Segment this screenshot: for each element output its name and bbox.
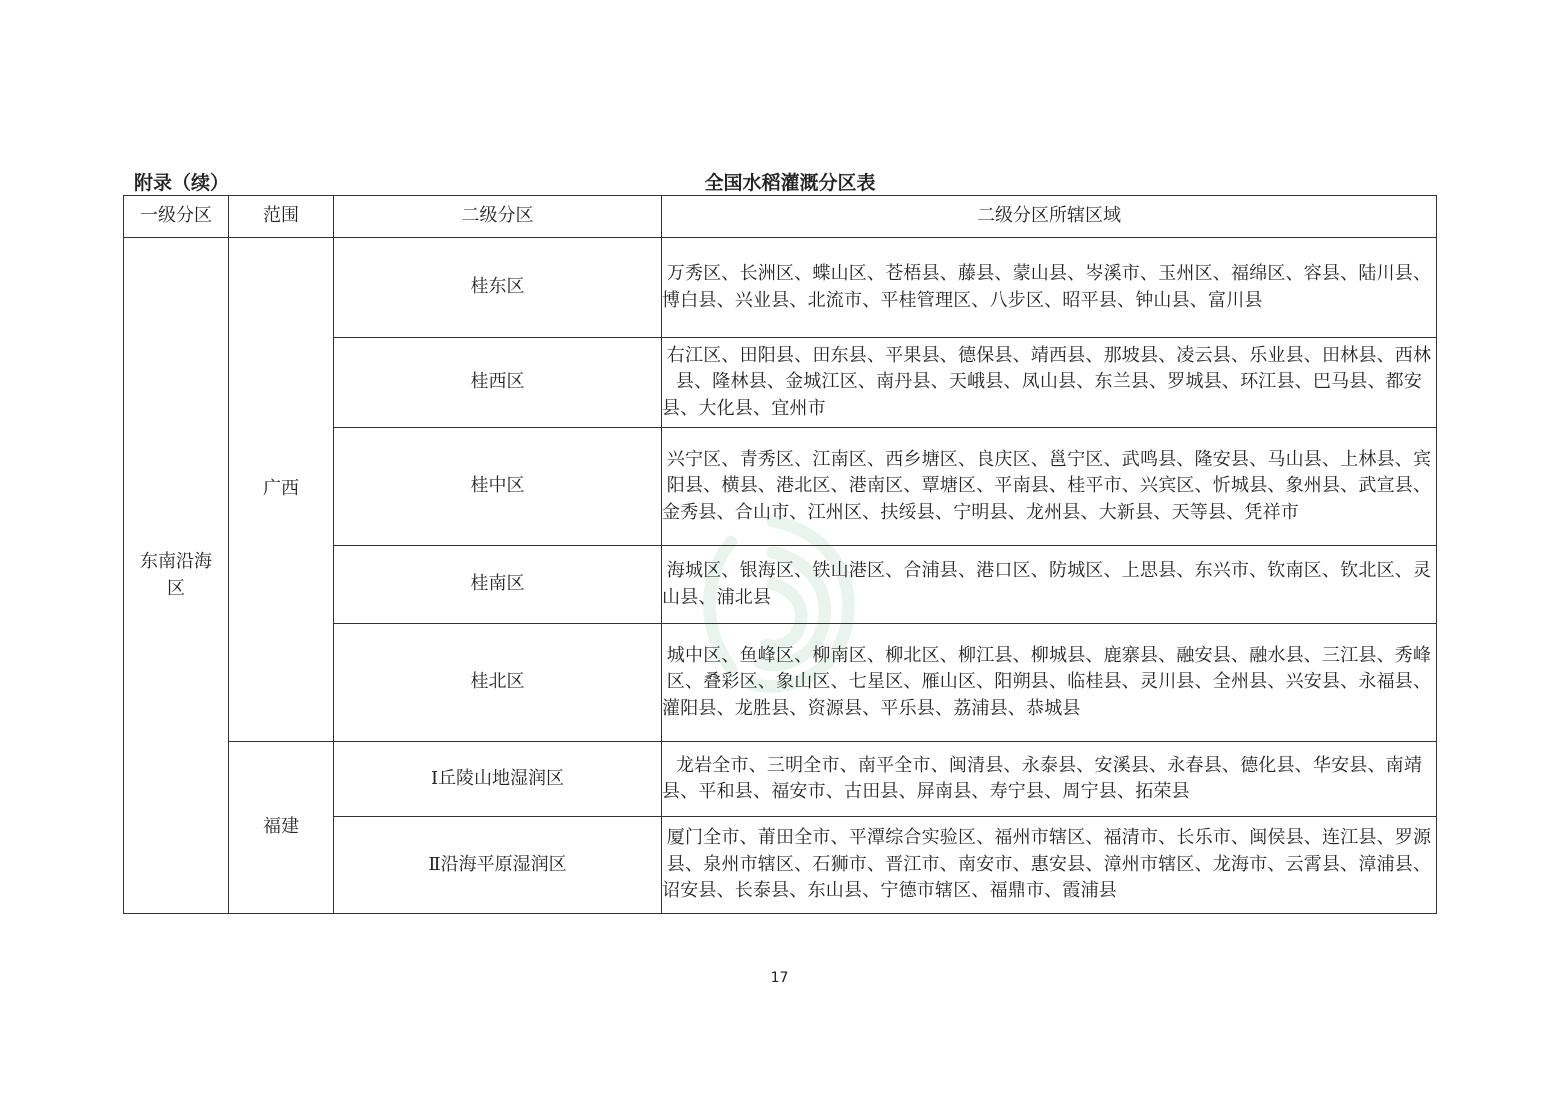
zone-name-cell: 桂东区 [334,238,662,338]
zone-areas-cell: 厦门全市、莆田全市、平潭综合实验区、福州市辖区、福清市、长乐市、闽侯县、连江县、罗源县、泉州市辖区、石狮市、晋江市、南安市、惠安县、漳州市辖区、龙海市、云霄县、漳浦县、诏安县、长泰县、东山县、宁德市辖区、福鼎市、霞浦县 [662,817,1437,914]
table-header-row [124,196,1437,238]
zone-areas-cell: 万秀区、长洲区、蝶山区、苍梧县、藤县、蒙山县、岑溪市、玉州区、福绵区、容县、陆川县、博白县、兴业县、北流市、平桂管理区、八步区、昭平县、钟山县、富川县 [662,238,1437,338]
table-title: 全国水稻灌溉分区表 [704,172,876,194]
zone-name-cell: 桂西区 [334,338,662,428]
appendix-label: 附录（续） [134,172,230,194]
zone-areas-cell: 右江区、田阳县、田东县、平果县、德保县、靖西县、那坡县、凌云县、乐业县、田林县、西林县、隆林县、金城江区、南丹县、天峨县、凤山县、东兰县、罗城县、环江县、巴马县、都安县、大化县、宜州市 [662,338,1437,428]
level1-zone-cell: 东南沿海区 [124,238,229,914]
table-row [124,238,1437,338]
zone-name-cell: Ⅰ丘陵山地湿润区 [334,742,662,817]
zone-areas-cell: 龙岩全市、三明全市、南平全市、闽清县、永泰县、安溪县、永春县、德化县、华安县、南靖县、平和县、福安市、古田县、屏南县、寿宁县、周宁县、拓荣县 [662,742,1437,817]
zone-areas-cell: 兴宁区、青秀区、江南区、西乡塘区、良庆区、邕宁区、武鸣县、隆安县、马山县、上林县、宾阳县、横县、港北区、港南区、覃塘区、平南县、桂平市、兴宾区、忻城县、象州县、武宣县、金秀县、合山市、江州区、扶绥县、宁明县、龙州县、大新县、天等县、凭祥市 [662,428,1437,546]
column-header-scope: 范围 [229,196,334,238]
zone-name-cell: 桂中区 [334,428,662,546]
column-header-level2: 二级分区 [334,196,662,238]
page-number: 17 [770,970,789,986]
scope-cell-fujian: 福建 [229,742,334,914]
table-row [124,742,1437,817]
irrigation-zone-table [123,195,1437,914]
column-header-areas: 二级分区所辖区域 [662,196,1437,238]
zone-name-cell: Ⅱ沿海平原湿润区 [334,817,662,914]
zone-areas-cell: 海城区、银海区、铁山港区、合浦县、港口区、防城区、上思县、东兴市、钦南区、钦北区、灵山县、浦北县 [662,546,1437,624]
column-header-level1: 一级分区 [124,196,229,238]
zone-name-cell: 桂北区 [334,624,662,742]
zone-name-cell: 桂南区 [334,546,662,624]
zone-areas-cell: 城中区、鱼峰区、柳南区、柳北区、柳江县、柳城县、鹿寨县、融安县、融水县、三江县、秀峰区、叠彩区、象山区、七星区、雁山区、阳朔县、临桂县、灵川县、全州县、兴安县、永福县、灌阳县、龙胜县、资源县、平乐县、荔浦县、恭城县 [662,624,1437,742]
scope-cell-guangxi: 广西 [229,238,334,742]
